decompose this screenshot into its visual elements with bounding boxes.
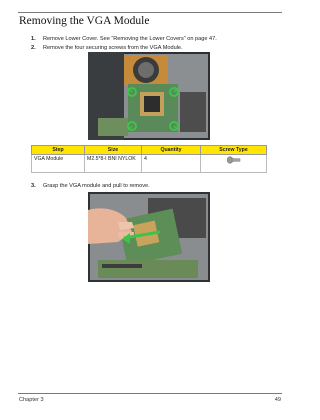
step-3	[31, 183, 150, 190]
page-title: Removing the VGA Module	[19, 15, 150, 27]
page-number: 49	[274, 397, 281, 403]
cell-screw-type	[201, 155, 267, 173]
col-header-quantity: Quantity	[142, 146, 201, 155]
step-1-text: Remove Lower Cover. See “Removing the Lower Covers” on page 47.	[43, 36, 217, 42]
vga-module-screws-photo	[88, 52, 210, 140]
step-2-text: Remove the four securing screws from the VGA Module.	[43, 45, 183, 51]
footer-chapter: Chapter 3	[19, 397, 44, 403]
step-3-text: Grasp the VGA module and pull to remove.	[43, 183, 150, 189]
vga-module-removal-photo	[88, 192, 210, 282]
table-row	[32, 155, 267, 173]
step-2-number: 2.	[31, 45, 36, 51]
step-3-number: 3.	[31, 183, 36, 189]
header-rule	[18, 12, 282, 13]
screw-table-header-row	[32, 146, 267, 155]
cell-step: VGA Module	[32, 155, 85, 173]
screw-icon	[227, 156, 241, 164]
col-header-size: Size	[85, 146, 142, 155]
col-header-screw-type: Screw Type	[201, 146, 267, 155]
step-2	[31, 45, 183, 52]
step-1-number: 1.	[31, 36, 36, 42]
cell-quantity: 4	[142, 155, 201, 173]
screw-table	[31, 145, 267, 173]
step-1	[31, 36, 217, 43]
col-header-step: Step	[32, 146, 85, 155]
cell-size: M2.5*8-I BNI NYLOK	[85, 155, 142, 173]
footer-rule	[18, 393, 282, 394]
